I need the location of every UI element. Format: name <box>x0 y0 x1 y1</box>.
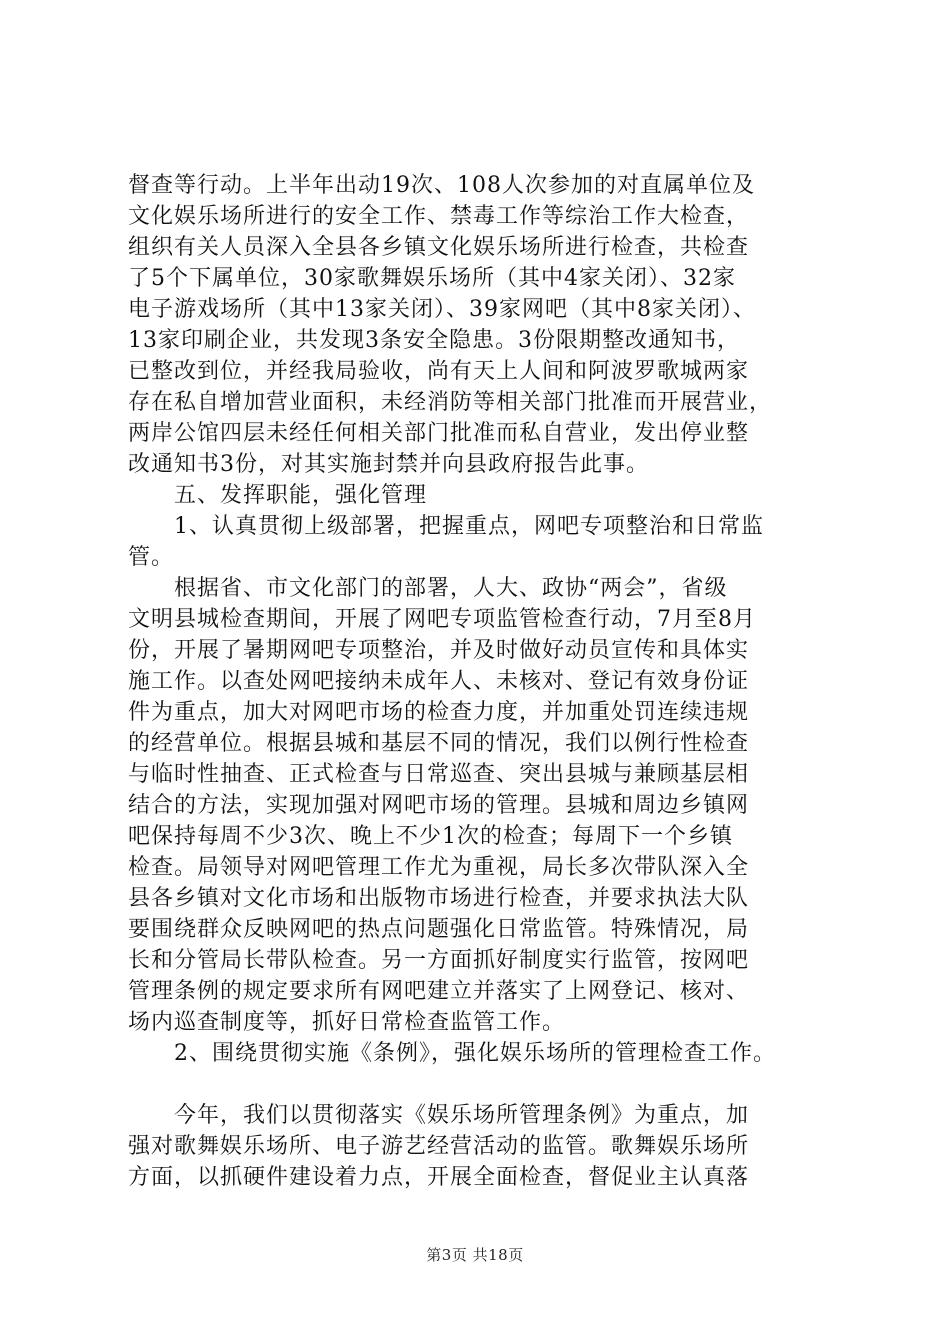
text-line: 督查等行动。上半年出动19次、108人次参加的对直属单位及 <box>128 173 755 198</box>
text-line: 场内巡查制度等，抓好日常检查监管工作。 <box>128 1010 566 1035</box>
text-line: 今年，我们以贯彻落实《娱乐场所管理条例》为重点，加 <box>128 1103 750 1128</box>
text-line: 13家印刷企业，共发现3条安全隐患。3份限期整改通知书， <box>128 328 740 353</box>
text-line: 已整改到位，并经我局验收，尚有天上人间和阿波罗歌城两家 <box>128 359 750 384</box>
text-line: 结合的方法，实现加强对网吧市场的管理。县城和周边乡镇网 <box>128 793 750 818</box>
text-line: 强对歌舞娱乐场所、电子游艺经营活动的监管。歌舞娱乐场所 <box>128 1134 750 1159</box>
text-line: 件为重点，加大对网吧市场的检查力度，并加重处罚连续违规 <box>128 700 750 725</box>
text-line: 文化娱乐场所进行的安全工作、禁毒工作等综治工作大检查， <box>128 204 750 229</box>
subsection-heading: 1、认真贯彻上级部署，把握重点，网吧专项整治和日常监 <box>128 514 764 539</box>
text-line: 要围绕群众反映网吧的热点问题强化日常监管。特殊情况，局 <box>128 917 750 942</box>
text-line: 与临时性抽查、正式检查与日常巡查、突出县城与兼顾基层相 <box>128 762 750 787</box>
text-line: 的经营单位。根据县城和基层不同的情况，我们以例行性检查 <box>128 731 750 756</box>
text-line: 县各乡镇对文化市场和出版物市场进行检查，并要求执法大队 <box>128 886 750 911</box>
text-line: 检查。局领导对网吧管理工作尤为重视，局长多次带队深入全 <box>128 855 750 880</box>
text-line: 管。 <box>128 545 175 570</box>
text-line: 根据省、市文化部门的部署，人大、政协“两会”，省级 <box>128 576 728 601</box>
text-line: 吧保持每周不少3次、晚上不少1次的检查；每周下一个乡镇 <box>128 824 733 849</box>
text-line: 施工作。以查处网吧接纳未成年人、未核对、登记有效身份证 <box>128 669 750 694</box>
text-line: 方面，以抓硬件建设着力点，开展全面检查，督促业主认真落 <box>128 1165 750 1190</box>
text-line: 文明县城检查期间，开展了网吧专项监管检查行动，7月至8月 <box>128 607 756 632</box>
text-line: 电子游戏场所（其中13家关闭）、39家网吧（其中8家关闭）、 <box>128 297 756 322</box>
page-footer: 第3页 共18页 <box>426 1246 524 1264</box>
text-line: 组织有关人员深入全县各乡镇文化娱乐场所进行检查，共检查 <box>128 235 750 260</box>
document-body <box>128 170 830 1193</box>
text-line: 两岸公馆四层未经任何相关部门批准而私自营业，发出停业整 <box>128 421 750 446</box>
subsection-heading: 2、围绕贯彻实施《条例》，强化娱乐场所的管理检查工作。 <box>128 1041 776 1066</box>
section-heading: 五、发挥职能，强化管理 <box>128 483 428 508</box>
text-line: 存在私自增加营业面积，未经消防等相关部门批准而开展营业， <box>128 390 773 415</box>
text-line: 管理条例的规定要求所有网吧建立并落实了上网登记、核对、 <box>128 979 750 1004</box>
paragraph-gap <box>128 1069 830 1100</box>
text-line: 长和分管局长带队检查。另一方面抓好制度实行监管，按网吧 <box>128 948 750 973</box>
text-line: 份，开展了暑期网吧专项整治，并及时做好动员宣传和具体实 <box>128 638 750 663</box>
text-line: 改通知书3份，对其实施封禁并向县政府报告此事。 <box>128 452 649 477</box>
text-line: 了5个下属单位，30家歌舞娱乐场所（其中4家关闭）、32家 <box>128 266 736 291</box>
